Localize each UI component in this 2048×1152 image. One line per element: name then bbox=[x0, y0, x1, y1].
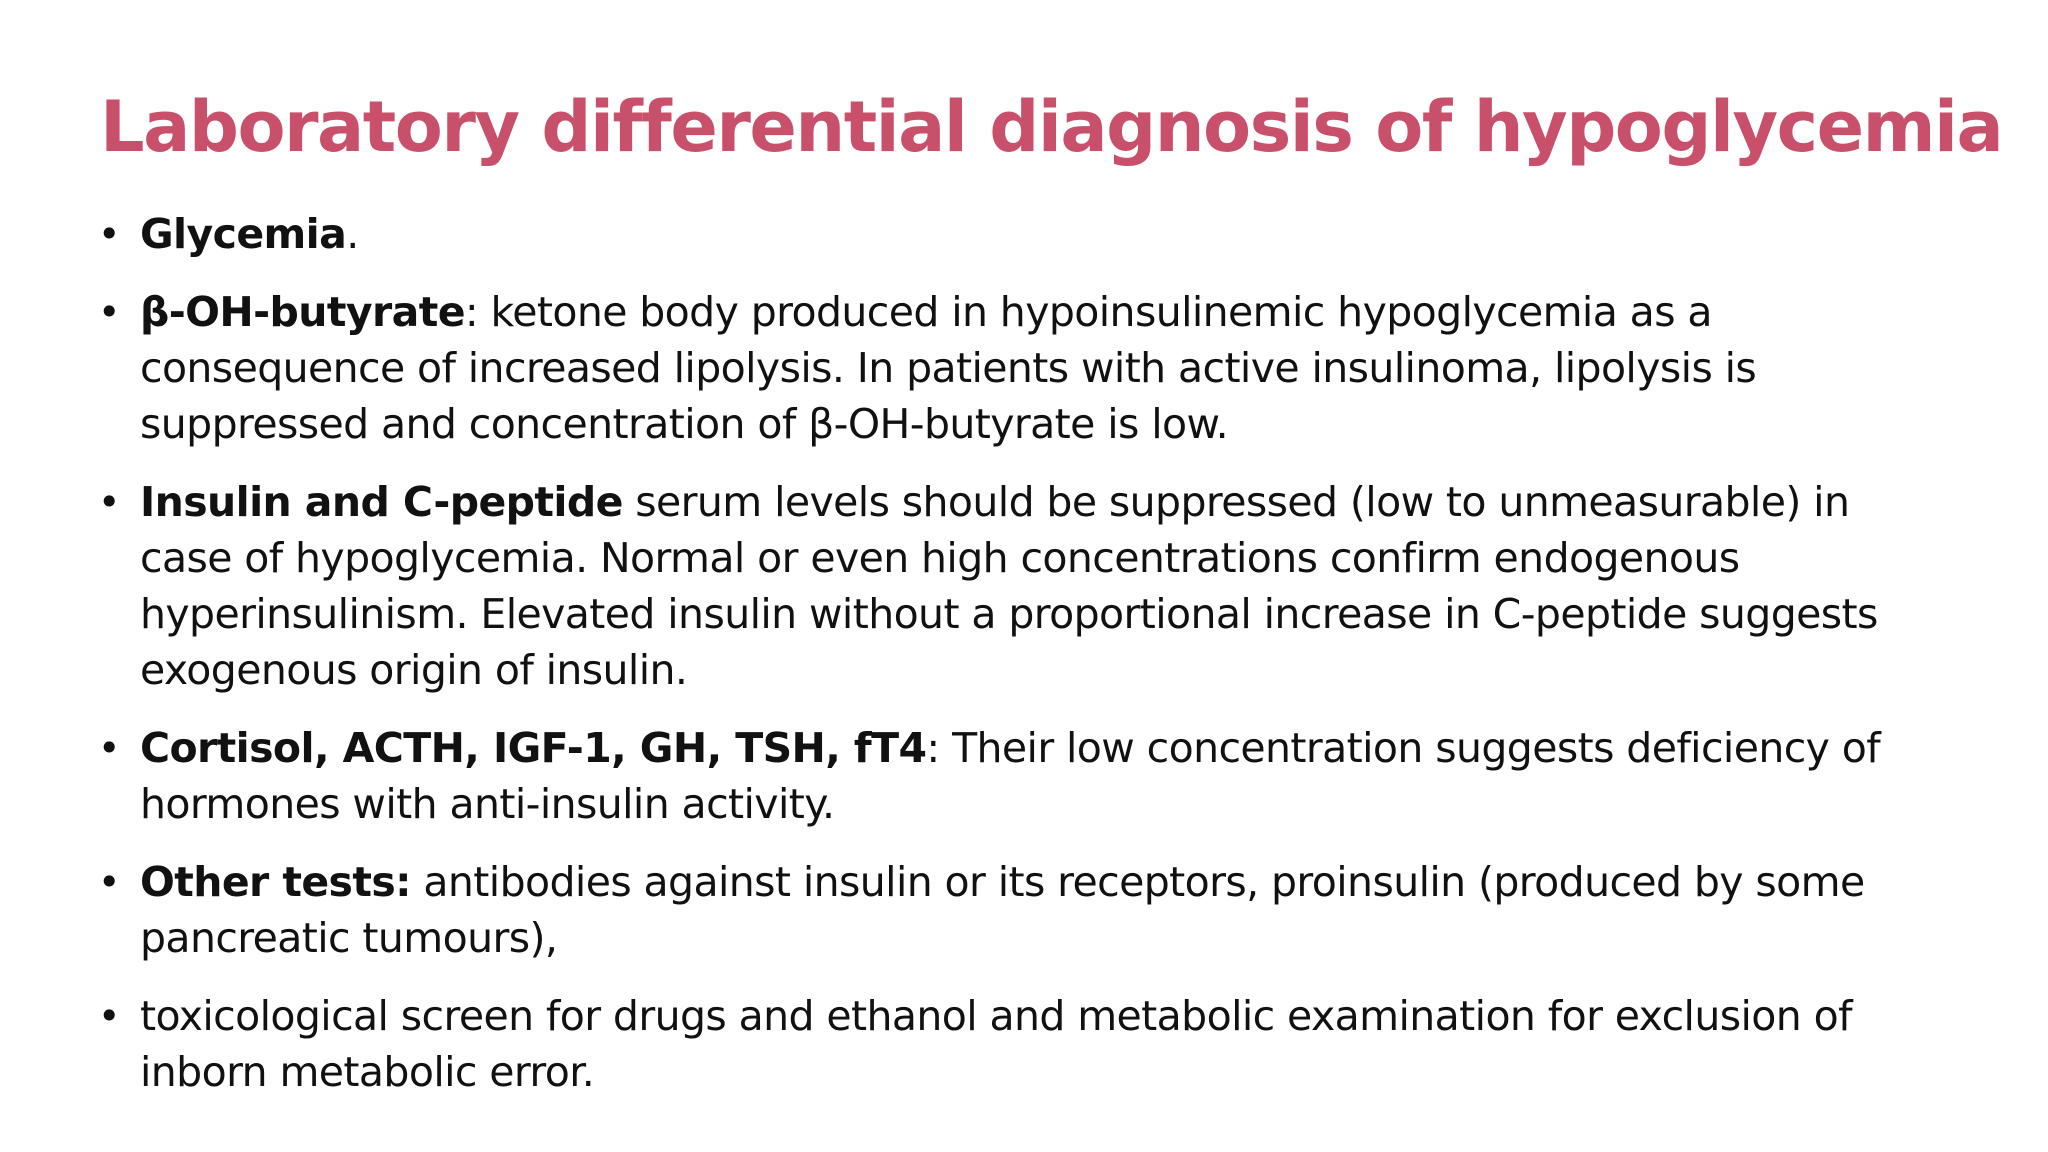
bullet-list bbox=[98, 206, 1978, 1122]
bullet-dot-icon: • bbox=[98, 860, 120, 904]
bullet-insulin-c-peptide bbox=[98, 474, 1978, 698]
bullet-dot-icon: • bbox=[98, 480, 120, 524]
bullet-term: Cortisol, ACTH, IGF-1, GH, TSH, fT4 bbox=[140, 724, 927, 772]
bullet-text: exogenous origin of insulin. bbox=[140, 646, 688, 694]
slide-title: Laboratory differential diagnosis of hypoglycemia bbox=[100, 86, 2003, 168]
bullet-text: inborn metabolic error. bbox=[140, 1048, 595, 1096]
bullet-dot-icon: • bbox=[98, 994, 120, 1038]
bullet-dot-icon: • bbox=[98, 212, 120, 256]
bullet-text: toxicological screen for drugs and ethanol and metabolic examination for exclusion of bbox=[140, 992, 1852, 1040]
bullet-glycemia bbox=[98, 206, 1978, 262]
bullet-term: Insulin and C-peptide bbox=[140, 478, 623, 526]
bullet-dot-icon: • bbox=[98, 726, 120, 770]
bullet-dot-icon: • bbox=[98, 290, 120, 334]
bullet-text: suppressed and concentration of β-OH-butyrate is low. bbox=[140, 400, 1229, 448]
bullet-text: case of hypoglycemia. Normal or even high concentrations confirm endogenous bbox=[140, 534, 1740, 582]
bullet-text: consequence of increased lipolysis. In patients with active insulinoma, lipolysis is bbox=[140, 344, 1757, 392]
bullet-text: . bbox=[346, 210, 359, 258]
bullet-text: pancreatic tumours), bbox=[140, 914, 558, 962]
bullet-text: antibodies against insulin or its receptors, proinsulin (produced by some bbox=[410, 858, 1865, 906]
bullet-text: : ketone body produced in hypoinsulinemic hypoglycemia as a bbox=[464, 288, 1712, 336]
bullet-hormones bbox=[98, 720, 1978, 832]
bullet-term: Other tests: bbox=[140, 858, 411, 906]
bullet-term: β-OH-butyrate bbox=[140, 288, 465, 336]
bullet-text: serum levels should be suppressed (low to unmeasurable) in bbox=[622, 478, 1850, 526]
bullet-beta-oh-butyrate bbox=[98, 284, 1978, 452]
bullet-term: Glycemia bbox=[140, 210, 347, 258]
bullet-text: : Their low concentration suggests deficiency of bbox=[926, 724, 1881, 772]
bullet-toxicological-screen bbox=[98, 988, 1978, 1100]
bullet-other-tests bbox=[98, 854, 1978, 966]
bullet-text: hormones with anti-insulin activity. bbox=[140, 780, 835, 828]
bullet-text: hyperinsulinism. Elevated insulin without a proportional increase in C-peptide suggests bbox=[140, 590, 1878, 638]
